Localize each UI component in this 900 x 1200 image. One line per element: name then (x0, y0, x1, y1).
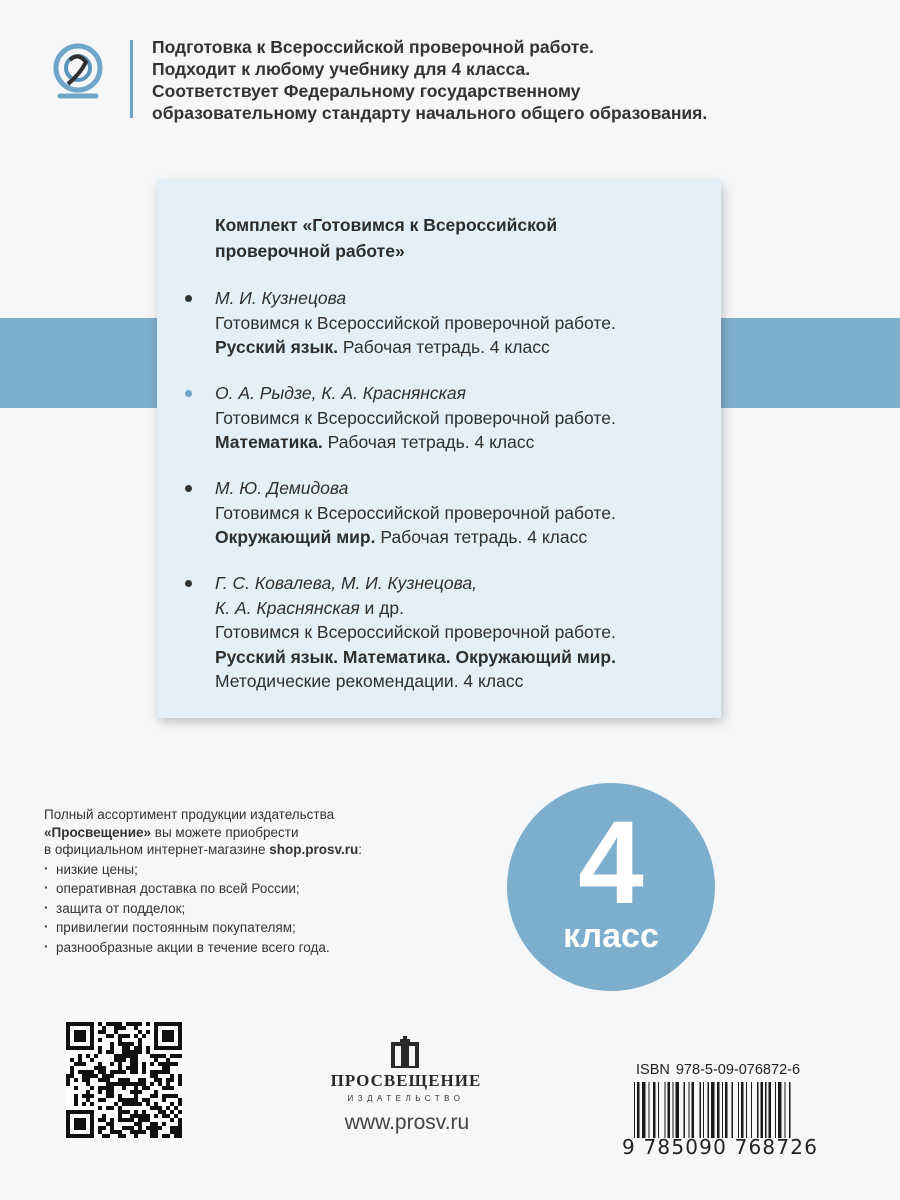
grade-badge (507, 783, 715, 991)
book-item (215, 571, 715, 694)
header-text (152, 36, 872, 124)
book-type: Методические рекомендации. 4 класс (215, 671, 524, 691)
list-item: · защита от подделок; (44, 900, 464, 918)
vpr-logo-icon (50, 40, 106, 104)
list-item: · низкие цены; (44, 861, 464, 879)
book-authors: М. Ю. Демидова (215, 478, 349, 498)
header-divider (130, 40, 133, 118)
book-series: Готовимся к Всероссийской проверочной работе. (215, 407, 616, 428)
list-item: · привилегии постоянным покупателям; (44, 919, 464, 937)
publisher-url[interactable]: www.prosv.ru (344, 1111, 470, 1134)
list-item: · разнообразные акции в течение всего года. (44, 939, 464, 957)
isbn-label: ISBN 978-5-09-076872-6 (636, 1062, 801, 1078)
bullet-icon (185, 580, 192, 587)
prosveshchenie-emblem-icon (390, 1036, 420, 1068)
series-title: Комплект «Готовимся к Всероссийской проверочной работе» (215, 215, 558, 261)
barcode-icon (634, 1082, 810, 1138)
book-item (215, 381, 715, 455)
book-authors: К. А. Краснянская (215, 597, 360, 618)
book-type: Рабочая тетрадь. 4 класс (322, 432, 535, 452)
header-line: Соответствует Федеральному государственному (152, 81, 581, 101)
series-card (157, 180, 721, 718)
book-series: Готовимся к Всероссийской проверочной работе. (215, 502, 616, 523)
book-authors-suffix: и др. (359, 597, 404, 618)
book-item (215, 286, 715, 360)
bullet-icon (185, 390, 192, 397)
list-item: · оперативная доставка по всей России; (44, 880, 464, 898)
book-item (215, 476, 715, 550)
shop-info: Полный ассортимент продукции издательства «Просвещение» вы можете приобрести в официальном интернет-магазине shop.prosv.ru: · низкие цены; · оперативная доставка по всей России; · защита от подделок; · привилегии постоянным покупателям; · разнообразные акции в течение всего года. (44, 806, 464, 956)
book-series: Готовимся к Всероссийской проверочной работе. (215, 312, 616, 333)
benefits-list (44, 861, 464, 957)
book-type: Рабочая тетрадь. 4 класс (375, 527, 588, 547)
book-subject: Математика. (215, 432, 323, 452)
shop-link[interactable]: shop.prosv.ru (269, 842, 359, 857)
book-series: Готовимся к Всероссийской проверочной работе. (215, 622, 616, 642)
book-authors: Г. С. Ковалева, М. И. Кузнецова, (215, 573, 477, 593)
info-line: Полный ассортимент продукции издательства (44, 807, 335, 822)
book-authors: О. А. Рыдзе, К. А. Краснянская (215, 383, 467, 403)
publisher-subtitle: ИЗДАТЕЛЬСТВО (347, 1094, 465, 1103)
book-authors: М. И. Кузнецова (215, 288, 347, 308)
grade-label: класс (563, 917, 659, 955)
grade-number: 4 (578, 797, 644, 929)
bullet-icon (185, 485, 192, 492)
header-line: Подходит к любому учебнику для 4 класса. (152, 59, 531, 79)
book-subject: Русский язык. (215, 337, 339, 357)
book-subject: Окружающий мир. (215, 527, 376, 547)
book-subject: Русский язык. Математика. Окружающий мир. (215, 646, 616, 667)
header-line: образовательному стандарту начального общего образования. (152, 103, 708, 123)
publisher-name-inline: «Просвещение» (44, 824, 152, 840)
bullet-icon (185, 295, 192, 302)
publisher-name: ПРОСВЕЩЕНИЕ (330, 1071, 482, 1090)
header-line: Подготовка к Всероссийской проверочной работе. (152, 37, 594, 57)
qr-code-icon[interactable] (66, 1022, 182, 1138)
barcode-digits: 9 785090 768726 (622, 1135, 819, 1159)
book-type: Рабочая тетрадь. 4 класс (338, 337, 550, 357)
